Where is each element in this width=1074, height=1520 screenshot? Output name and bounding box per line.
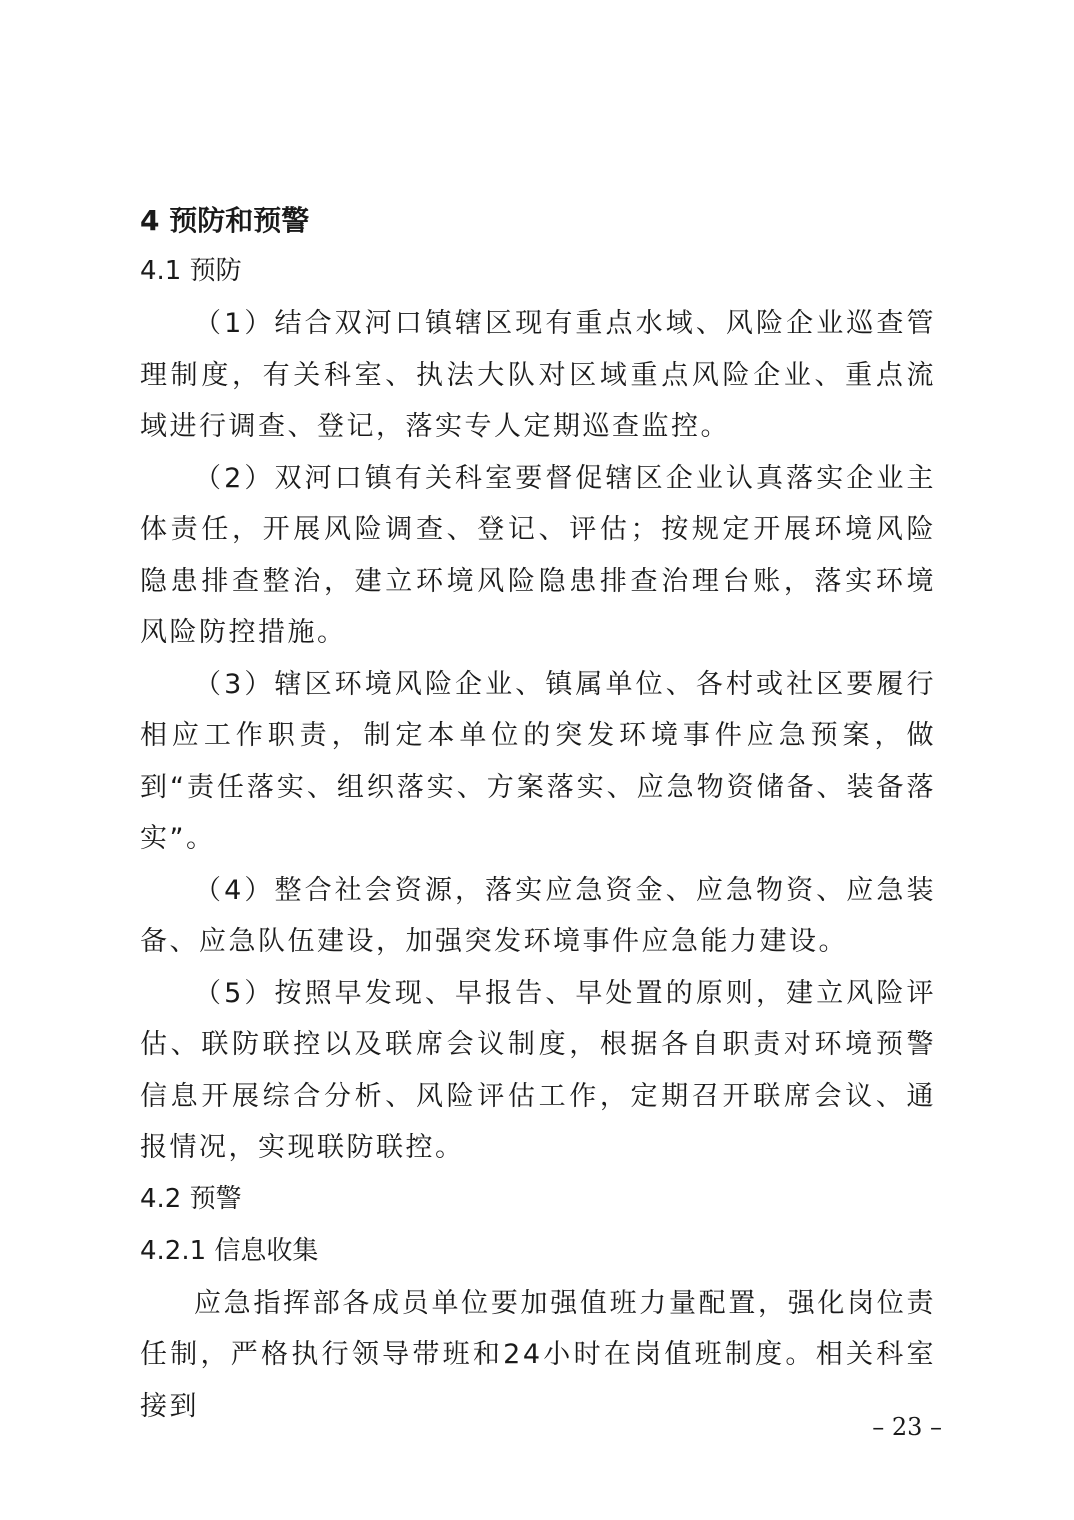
page-content xyxy=(140,196,936,1432)
subsection-heading-warning: 4.2 预警 xyxy=(140,1183,242,1214)
paragraph: （4）整合社会资源，落实应急资金、应急物资、应急装备、应急队伍建设，加强突发环境事件应急能力建设。 xyxy=(140,874,936,957)
paragraph: （2）双河口镇有关科室要督促辖区企业认真落实企业主体责任，开展风险调查、登记、评估；按规定开展环境风险隐患排查整治，建立环境风险隐患排查治理台账，落实环境风险防控措施。 xyxy=(140,462,936,648)
paragraph: 应急指挥部各成员单位要加强值班力量配置，强化岗位责任制，严格执行领导带班和24小时在岗值班制度。相关科室接到 xyxy=(140,1287,936,1422)
section-heading: 4 预防和预警 xyxy=(140,204,310,237)
paragraph: （3）辖区环境风险企业、镇属单位、各村或社区要履行相应工作职责，制定本单位的突发环境事件应急预案，做到“责任落实、组织落实、方案落实、应急物资储备、装备落实”。 xyxy=(140,668,936,854)
page-number: – 23 – xyxy=(872,1413,942,1441)
paragraph: （5）按照早发现、早报告、早处置的原则，建立风险评估、联防联控以及联席会议制度，根据各自职责对环境预警信息开展综合分析、风险评估工作，定期召开联席会议、通报情况，实现联防联控。 xyxy=(140,977,936,1163)
subsection-heading-prevention: 4.1 预防 xyxy=(140,256,242,286)
paragraph: （1）结合双河口镇辖区现有重点水域、风险企业巡查管理制度，有关科室、执法大队对区域重点风险企业、重点流域进行调查、登记，落实专人定期巡查监控。 xyxy=(140,308,936,442)
subsubsection-heading-info-collection: 4.2.1 信息收集 xyxy=(140,1235,319,1266)
